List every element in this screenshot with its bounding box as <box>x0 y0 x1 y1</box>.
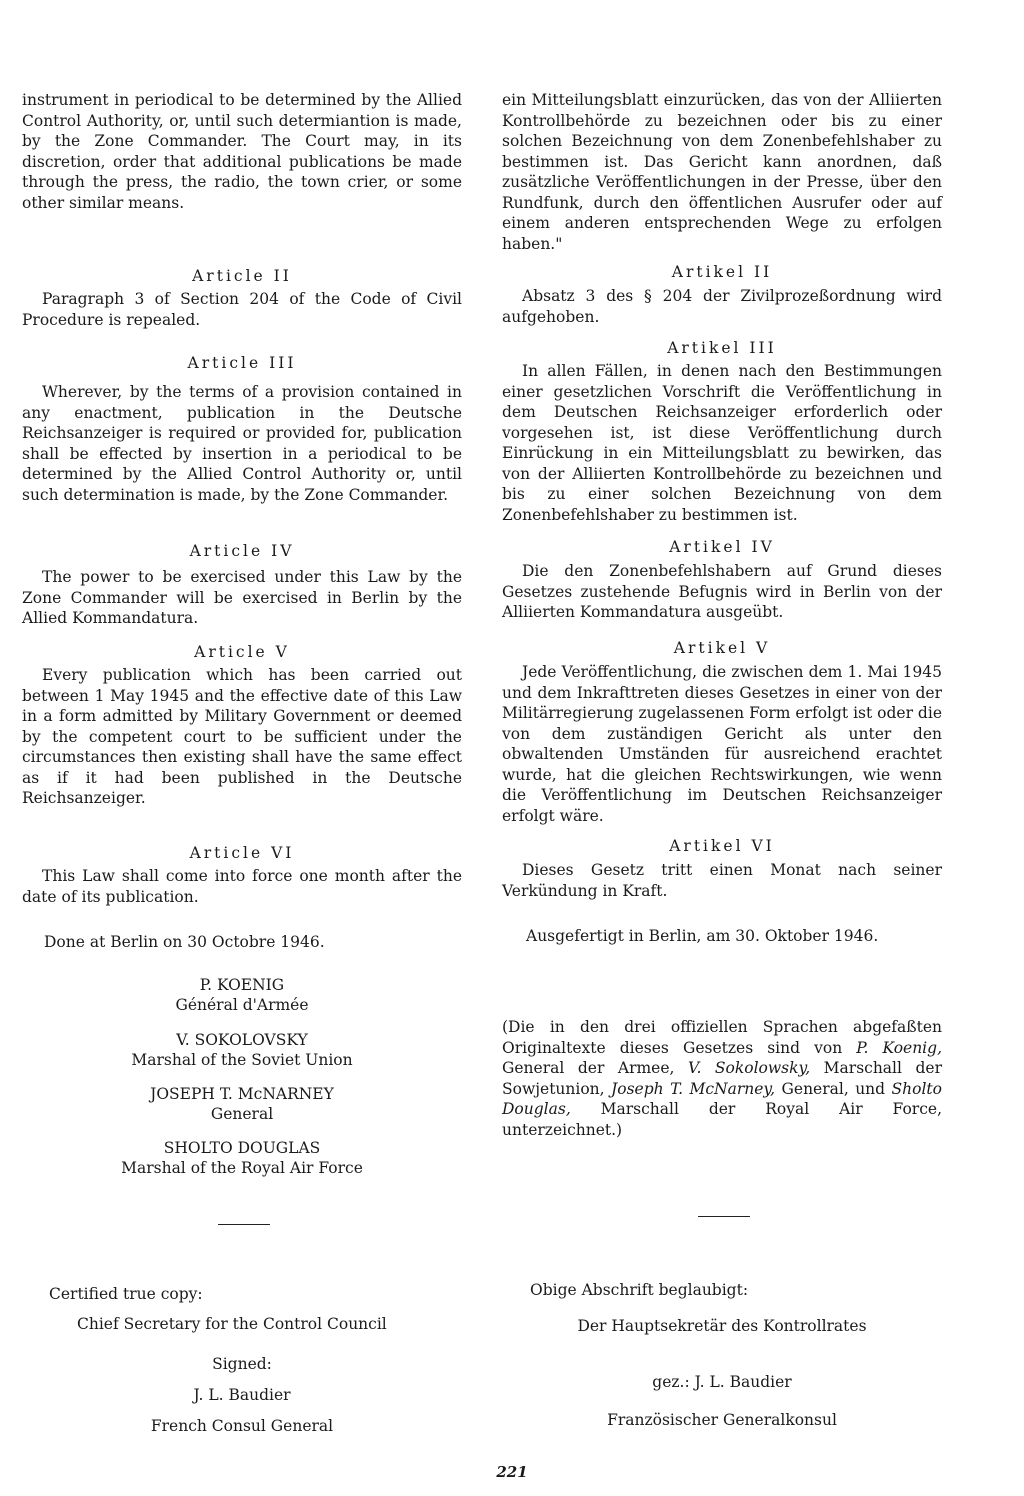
english-article-6-heading: Article VI <box>189 844 295 862</box>
german-signatories-note <box>502 1017 942 1140</box>
english-done-at-line: Done at Berlin on 30 Octobre 1946. <box>44 933 325 951</box>
section-divider <box>698 1216 750 1217</box>
signatory-name: SHOLTO DOUGLAS <box>163 1139 321 1157</box>
signatory-block <box>22 1138 462 1178</box>
section-divider <box>218 1224 270 1225</box>
german-article-5-text: Jede Veröffentlichung, die zwischen dem 1. Mai 1945 und dem Inkrafttreten dieses Gesetzes in einer von der Militärregierung zugelassenen Form erfolgt ist oder die von dem zuständigen Gericht als unter den obwaltenden Umständen für ausreichend erachtet wurde, hat die gleichen Rechtswirkungen, wie wenn die Veröffentlichung im Deutschen Reichsanzeiger erfolgt wäre. <box>502 663 942 825</box>
english-intro-paragraph: instrument in periodical to be determined by the Allied Control Authority, or, until such determiantion is made, by the Zone Commander. The Court may, in its discretion, order that additional publications be made through the press, the radio, the town crier, or some other similar means. <box>22 91 462 212</box>
note-text: General der Armee, <box>502 1059 688 1077</box>
signatory-block <box>22 1084 462 1124</box>
english-chief-secretary-line: Chief Secretary for the Control Council <box>77 1315 387 1333</box>
signatory-name: P. KOENIG <box>199 976 285 994</box>
german-article-4-text: Die den Zonenbefehlshabern auf Grund dieses Gesetzes zustehende Befugnis wird in Berlin von der Alliierten Kommandatura ausgeübt. <box>502 562 942 621</box>
english-baudier-line: J. L. Baudier <box>193 1386 291 1404</box>
german-article-6-heading: Artikel VI <box>669 837 775 855</box>
english-consul-line: French Consul General <box>150 1417 334 1435</box>
german-article-3-text: In allen Fällen, in denen nach den Bestimmungen einer gesetzlichen Vorschrift die Veröffentlichung in dem Deutschen Reichsanzeiger erforderlich oder vorgesehen ist, ist diese Veröffentlichung durch Einrückung in ein Mitteilungsblatt zu bewirken, das von der Alliierten Kontrollbehörde zu bezeichnen und bis zu einer solchen Bezeichnung von dem Zonenbefehlshaber zu bestimmen ist. <box>502 362 942 524</box>
signatory-title: Général d'Armée <box>175 996 309 1014</box>
german-article-5-heading: Artikel V <box>673 639 771 657</box>
note-text: General, und <box>775 1079 892 1098</box>
german-article-2-text: Absatz 3 des § 204 der Zivilprozeßordnung wird aufgehoben. <box>502 287 942 326</box>
english-signed-line: Signed: <box>212 1355 272 1373</box>
english-article-5-text: Every publication which has been carried out between 1 May 1945 and the effective date of this Law in a form admitted by Military Government or deemed by the competent court to be sufficient under the circumstances then existing shall have the same effect as if it had been published in the Deutsche Reichsanzeiger. <box>22 666 462 807</box>
german-chief-secretary-line: Der Hauptsekretär des Kontrollrates <box>577 1317 867 1335</box>
note-text: Marschall der Sowjetunion, <box>502 1059 942 1098</box>
signatory-block <box>22 975 462 1015</box>
english-article-3-heading: Article III <box>187 354 297 372</box>
english-article-3-text: Wherever, by the terms of a provision contained in any enactment, publication in the Deutsche Reichsanzeiger is required or provided for, publication shall be effected by insertion in a periodical to be determined by the Allied Control Authority or, until such determination is made, by the Zone Commander. <box>22 383 462 504</box>
english-article-4-text: The power to be exercised under this Law by the Zone Commander will be exercised in Berlin by the Allied Kommandatura. <box>22 568 462 627</box>
english-article-5-heading: Article V <box>194 643 290 661</box>
english-article-2-text: Paragraph 3 of Section 204 of the Code of Civil Procedure is repealed. <box>22 290 462 329</box>
german-consul-line: Französischer Generalkonsul <box>607 1411 837 1429</box>
english-certified-line: Certified true copy: <box>49 1285 203 1303</box>
page-number: 221 <box>496 1463 528 1481</box>
signatory-title: Marshal of the Soviet Union <box>131 1051 353 1069</box>
english-article-4-heading: Article IV <box>189 542 295 560</box>
german-certified-line: Obige Abschrift beglaubigt: <box>530 1281 749 1299</box>
german-intro-paragraph: ein Mitteilungsblatt einzurücken, das von der Alliierten Kontrollbehörde zu bezeichnen oder bis zu einer solchen Bezeichnung von dem Zonenbefehlshaber zu bestimmen ist. Das Gericht kann anordnen, daß zusätzliche Veröffentlichungen in der Presse, über den Rundfunk, durch den öffentlichen Ausrufer oder auf einem anderen entsprechenden Wege zu erfolgen haben." <box>502 91 942 253</box>
signatory-title: Marshal of the Royal Air Force <box>121 1159 363 1177</box>
note-name: Sholto Douglas, <box>502 1079 942 1118</box>
signatory-name: JOSEPH T. McNARNEY <box>150 1085 334 1103</box>
note-name: P. Koenig, <box>856 1038 942 1057</box>
note-text: Marschall der Royal Air Force, unterzeichnet.) <box>502 1100 942 1139</box>
german-article-6-text: Dieses Gesetz tritt einen Monat nach seiner Verkündung in Kraft. <box>502 861 942 900</box>
german-article-2-heading: Artikel II <box>671 263 773 281</box>
signatory-name: V. SOKOLOVSKY <box>176 1031 308 1049</box>
german-article-3-heading: Artikel III <box>667 339 777 357</box>
note-name: V. Sokolowsky, <box>687 1059 811 1077</box>
note-text: (Die in den drei offiziellen Sprachen abgefaßten Originaltexte dieses Gesetzes sind von <box>502 1018 942 1057</box>
note-name: Joseph T. McNarney, <box>611 1079 776 1098</box>
german-article-4-heading: Artikel IV <box>669 538 775 556</box>
signatory-title: General <box>210 1105 274 1123</box>
german-done-at-line: Ausgefertigt in Berlin, am 30. Oktober 1946. <box>526 927 879 945</box>
signatory-block <box>22 1030 462 1070</box>
english-article-2-heading: Article II <box>192 267 292 285</box>
english-article-6-text: This Law shall come into force one month after the date of its publication. <box>22 867 462 906</box>
german-baudier-line: gez.: J. L. Baudier <box>652 1373 792 1391</box>
